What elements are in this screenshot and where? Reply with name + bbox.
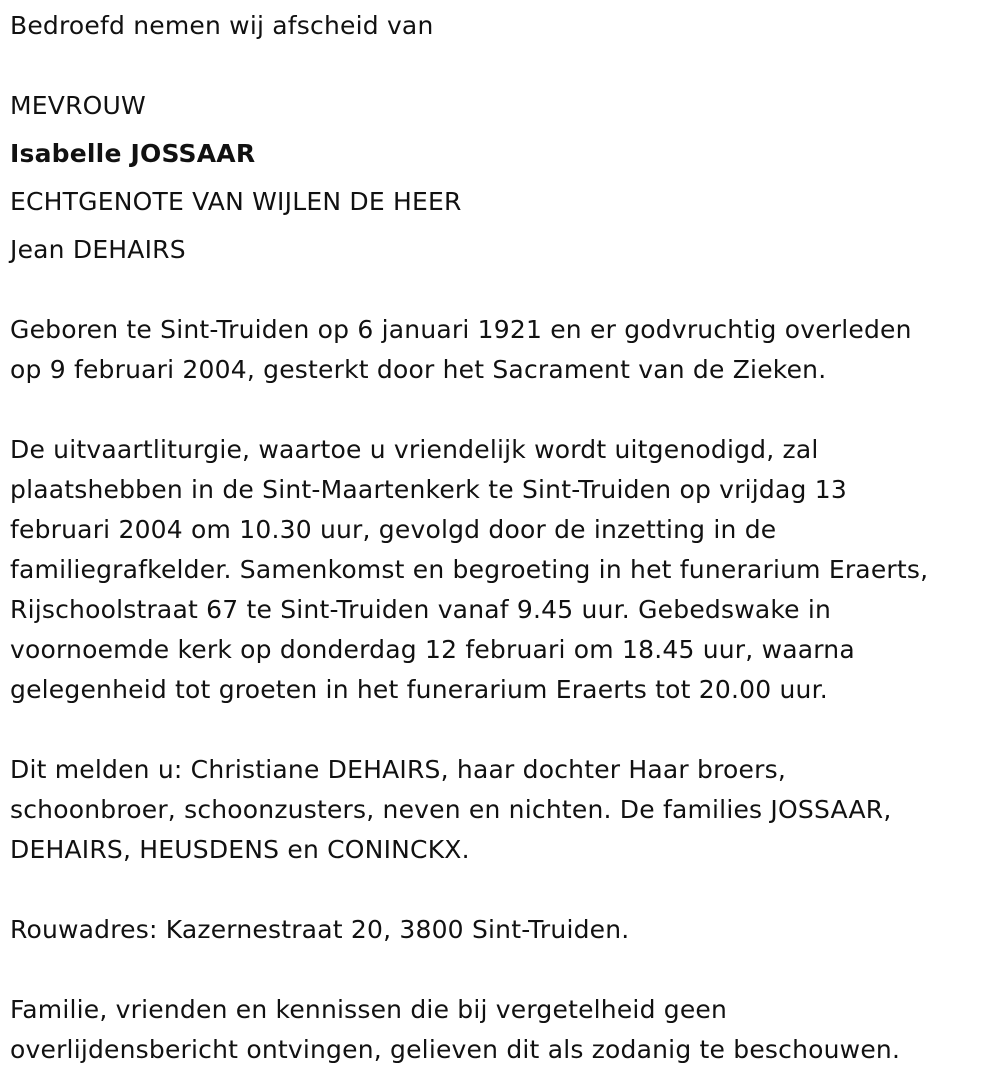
funeral-line: gelegenheid tot groeten in het funerarium Eraerts tot 20.00 uur.: [10, 675, 828, 704]
closing-line: Familie, vrienden en kennissen die bij vergetelheid geen: [10, 995, 728, 1024]
deceased-title: MEVROUW: [10, 91, 146, 120]
birth-death-line: Geboren te Sint-Truiden op 6 januari 1921 en er godvruchtig overleden: [10, 315, 912, 344]
funeral-line: februari 2004 om 10.30 uur, gevolgd door de inzetting in de: [10, 515, 777, 544]
deceased-relation: ECHTGENOTE VAN WIJLEN DE HEER: [10, 187, 462, 216]
funeral-line: voornoemde kerk op donderdag 12 februari om 18.45 uur, waarna: [10, 635, 855, 664]
funeral-line: De uitvaartliturgie, waartoe u vriendelijk wordt uitgenodigd, zal: [10, 435, 819, 464]
announcers-line: schoonbroer, schoonzusters, neven en nichten. De families JOSSAAR,: [10, 795, 892, 824]
mourning-address: Rouwadres: Kazernestraat 20, 3800 Sint-Truiden.: [10, 915, 630, 944]
funeral-line: Rijschoolstraat 67 te Sint-Truiden vanaf 9.45 uur. Gebedswake in: [10, 595, 832, 624]
funeral-line: familiegrafkelder. Samenkomst en begroeting in het funerarium Eraerts,: [10, 555, 929, 584]
intro-line: Bedroefd nemen wij afscheid van: [10, 11, 434, 40]
deceased-name: Isabelle JOSSAAR: [10, 139, 256, 168]
announcers-line: DEHAIRS, HEUSDENS en CONINCKX.: [10, 835, 470, 864]
announcers-line: Dit melden u: Christiane DEHAIRS, haar dochter Haar broers,: [10, 755, 786, 784]
closing-line: overlijdensbericht ontvingen, gelieven dit als zodanig te beschouwen.: [10, 1035, 901, 1064]
funeral-line: plaatshebben in de Sint-Maartenkerk te Sint-Truiden op vrijdag 13: [10, 475, 847, 504]
birth-death-line: op 9 februari 2004, gesterkt door het Sacrament van de Zieken.: [10, 355, 827, 384]
spouse-name: Jean DEHAIRS: [10, 235, 186, 264]
